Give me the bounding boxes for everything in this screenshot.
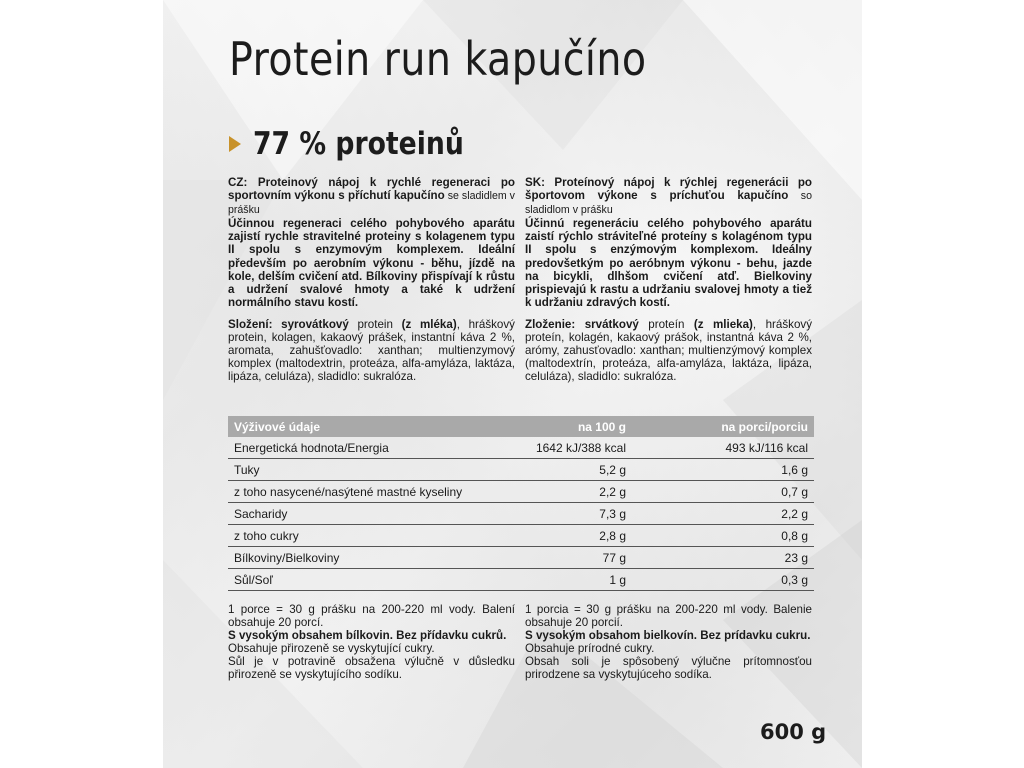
nutrient-per100: 7,3 g bbox=[510, 503, 632, 525]
table-row bbox=[228, 525, 814, 547]
product-title: Protein run kapučíno bbox=[229, 32, 647, 86]
composition-text-sk-2: , hráškový proteín, kolagén, kakaový prášok, instantná káva 2 %, arómy, zahusťovadlo: xanthan; multienzýmový komplex (maltodextrín, proteáza, alfa-amyláza, laktáza, lipáza, celuláza), sladidlo: sukralóza. bbox=[525, 318, 812, 384]
nutrient-per100: 5,2 g bbox=[510, 459, 632, 481]
description-sk bbox=[525, 176, 812, 309]
protein-claim: 77 % proteinů bbox=[253, 126, 464, 162]
composition-cz bbox=[228, 318, 515, 383]
composition-label-cz: Složení: syrovátkový bbox=[228, 318, 349, 331]
salt-note-cz: Sůl je v potravině obsažena výlučně v důsledku přirozeně se vyskytujícího sodíku. bbox=[228, 655, 515, 682]
footnotes-cz bbox=[228, 603, 515, 682]
composition-allergen-sk: (z mlieka) bbox=[693, 318, 753, 331]
nutrition-header-portion: na porci/porciu bbox=[632, 416, 814, 437]
intro-body-cz: Účinnou regeneraci celého pohybového aparátu zajistí rychle stravitelné proteiny s kolagenem typu II spolu s enzymovým komplexem. Ideální především po aerobním výkonu - běhu, jízdě na kole, delším cvičení atd. Bílkoviny přispívají k růstu a udržení svalové hmoty a také k udržení normálního stavu kostí. bbox=[228, 217, 515, 309]
composition-text-cz-2: , hráškový protein, kolagen, kakaový prášek, instantní káva 2 %, aromata, zahušťovadlo: xanthan; multienzymový komplex (maltodextrin, proteáza, alfa-amyláza, laktáza, lipáza, celuláza), sladidlo: sukralóza. bbox=[228, 318, 515, 384]
composition-allergen-cz: (z mléka) bbox=[401, 318, 457, 331]
intro-lead-sk: SK: Proteínový nápoj k rýchlej regenerácii po športovom výkone s príchuťou kapučíno bbox=[525, 176, 812, 203]
net-weight: 600 g bbox=[760, 720, 827, 744]
nutrient-portion: 23 g bbox=[632, 547, 814, 569]
nutrient-name: Bílkoviny/Bielkoviny bbox=[228, 547, 510, 569]
protein-claim-row bbox=[229, 126, 498, 162]
nutrition-header-per100: na 100 g bbox=[510, 416, 632, 437]
nutrient-per100: 2,2 g bbox=[510, 481, 632, 503]
composition-text-sk-1: proteín bbox=[638, 318, 694, 331]
composition-sk bbox=[525, 318, 812, 383]
nutrient-per100: 1642 kJ/388 kcal bbox=[510, 437, 632, 459]
salt-note-sk: Obsah soli je spôsobený výlučne prítomnosťou prirodzene sa vyskytujúceho sodíka. bbox=[525, 655, 812, 682]
table-row bbox=[228, 547, 814, 569]
intro-tail-cz: se sladidlem v prášku bbox=[228, 190, 515, 217]
triangle-bullet-icon bbox=[229, 136, 241, 152]
nutrient-portion: 0,7 g bbox=[632, 481, 814, 503]
nutrient-per100: 2,8 g bbox=[510, 525, 632, 547]
footnotes-sk bbox=[525, 603, 812, 682]
nutrition-header-label: Výživové údaje bbox=[228, 416, 510, 437]
nutrient-portion: 1,6 g bbox=[632, 459, 814, 481]
nutrient-portion: 0,8 g bbox=[632, 525, 814, 547]
nutrient-portion: 2,2 g bbox=[632, 503, 814, 525]
nutrient-name: z toho nasycené/nasýtené mastné kyseliny bbox=[228, 481, 510, 503]
composition-label-sk: Zloženie: srvátkový bbox=[525, 318, 639, 331]
nutrient-name: z toho cukry bbox=[228, 525, 510, 547]
nutrient-portion: 493 kJ/116 kcal bbox=[632, 437, 814, 459]
nutrient-name: Energetická hodnota/Energia bbox=[228, 437, 510, 459]
nutrition-header-row bbox=[228, 416, 814, 437]
portion-info-cz: 1 porce = 30 g prášku na 200-220 ml vody. Balení obsahuje 20 porcí. bbox=[228, 603, 515, 630]
intro-body-sk: Účinnú regeneráciu celého pohybového aparátu zaistí rýchlo stráviteľné proteíny s kolagénom typu II spolu s enzýmovým komplexom. Ideálny predovšetkým po aeróbnym výkonu - behu, jazde na bicykli, dlhšom cvičení atď. Bielkoviny prispievajú k rastu a udržaniu svalovej hmoty a tiež k udržaniu zdravých kostí. bbox=[525, 217, 812, 309]
table-row bbox=[228, 569, 814, 591]
nutrient-name: Sacharidy bbox=[228, 503, 510, 525]
nutrient-name: Tuky bbox=[228, 459, 510, 481]
nutrient-per100: 1 g bbox=[510, 569, 632, 591]
intro-tail-sk: so sladidlom v prášku bbox=[525, 190, 813, 217]
nutrient-per100: 77 g bbox=[510, 547, 632, 569]
description-cz bbox=[228, 176, 515, 309]
nutrient-portion: 0,3 g bbox=[632, 569, 814, 591]
portion-info-sk: 1 porcia = 30 g prášku na 200-220 ml vody. Balenie obsahuje 20 porcií. bbox=[525, 603, 812, 630]
table-row bbox=[228, 503, 814, 525]
composition-text-cz-1: protein bbox=[348, 318, 402, 331]
nutrition-table bbox=[228, 416, 814, 591]
sugar-note-cz: Obsahuje přirozeně se vyskytující cukry. bbox=[228, 642, 435, 656]
table-row bbox=[228, 481, 814, 503]
sugar-note-sk: Obsahuje prírodné cukry. bbox=[525, 642, 655, 656]
claims-cz: S vysokým obsahem bílkovin. Bez přídavku cukrů. bbox=[228, 629, 507, 643]
intro-lead-cz: CZ: Proteinový nápoj k rychlé regeneraci po sportovním výkonu s příchutí kapučíno bbox=[228, 176, 515, 203]
table-row bbox=[228, 437, 814, 459]
nutrient-name: Sůl/Soľ bbox=[228, 569, 510, 591]
product-label bbox=[163, 0, 862, 768]
table-row bbox=[228, 459, 814, 481]
claims-sk: S vysokým obsahom bielkovín. Bez prídavku cukru. bbox=[525, 629, 811, 643]
